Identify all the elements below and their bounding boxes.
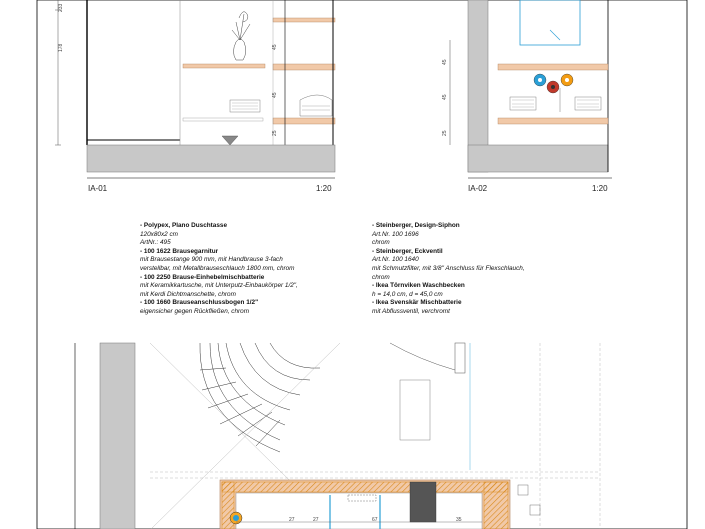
elevation-label-ia02: IA-02 bbox=[468, 184, 488, 193]
plan-dim-4: 35 bbox=[456, 517, 462, 523]
notes-left bbox=[140, 222, 350, 317]
elevation-ia-02 bbox=[442, 0, 612, 193]
plan-dim-2: 27 bbox=[313, 517, 319, 523]
note-item: - Steinberger, Eckventil Art.Nr. 100 1640 mit Schmutzfilter, mit 3/8" Anschluss für Flexschlauch, chrom bbox=[372, 247, 525, 281]
note-item: - Polypex, Plano Duschtasse 120x80x2 cm ArtNr.: 495 bbox=[140, 222, 228, 247]
dim-ia02-45b: 45 bbox=[442, 59, 448, 65]
note-item: - Ikea Törnviken Waschbecken h = 14,0 cm, d = 45,0 cm bbox=[372, 282, 465, 298]
dim-178: 178 bbox=[58, 43, 64, 52]
floor-slab bbox=[87, 145, 335, 172]
dim-233: 233 bbox=[58, 3, 64, 12]
note-item: - Ikea Svenskär Mischbatterie mit Abflussventil, verchromt bbox=[372, 299, 462, 315]
dim-45b: 45 bbox=[272, 92, 278, 98]
dim-ia02-25: 25 bbox=[442, 130, 448, 136]
notes-right bbox=[372, 222, 602, 317]
scale-label-ia02: 1:20 bbox=[592, 184, 608, 193]
plan-dim-1: 27 bbox=[289, 517, 295, 523]
dim-ia02-45a: 45 bbox=[442, 94, 448, 100]
note-item: - 100 1622 Brausegarnitur mit Brausestange 900 mm, mit Handbrause 3-fach verstellbar, mit Metallbrauseschlauch 1800 mm, chrom bbox=[140, 247, 295, 272]
note-item: - 100 1660 Brauseanschlussbogen 1/2" eigensicher gegen Rückfließen, chrom bbox=[140, 299, 259, 315]
scale-label-ia01: 1:20 bbox=[316, 184, 332, 193]
dim-25: 25 bbox=[272, 130, 278, 136]
elevation-ia-01 bbox=[55, 0, 335, 193]
floor-plan bbox=[75, 343, 600, 529]
dim-45a: 45 bbox=[272, 44, 278, 50]
plan-dim-3: 67 bbox=[372, 517, 378, 523]
note-item: - 100 2250 Brause-Einhebelmischbatterie mit Keramikkartusche, mit Unterputz-Einbaukörper 1/2", mit Kerdi Dichtmanschette, chrom bbox=[140, 273, 298, 298]
elevation-label-ia01: IA-01 bbox=[88, 184, 108, 193]
note-item: - Steinberger, Design-Siphon Art.Nr. 100 1696 chrom bbox=[372, 222, 460, 247]
